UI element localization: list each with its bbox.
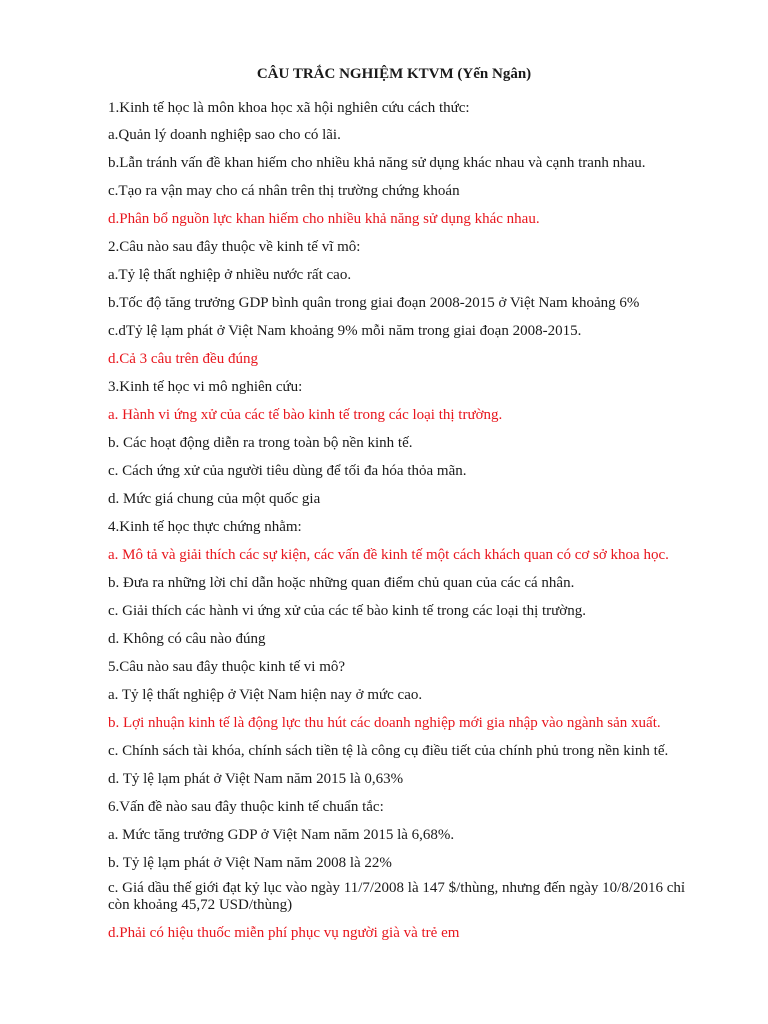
- question-line: c. Giá dầu thế giới đạt kỷ lục vào ngày 11/7/2008 là 147 $/thùng, nhưng đến ngày 10/8/2016 chỉ còn khoảng 45,72 USD/thùng): [108, 880, 686, 913]
- question-line: a.Quản lý doanh nghiệp sao cho có lãi.: [108, 127, 341, 143]
- question-line: b. Tỷ lệ lạm phát ở Việt Nam năm 2008 là 22%: [108, 855, 392, 871]
- question-line: 5.Câu nào sau đây thuộc kinh tế vi mô?: [108, 659, 346, 675]
- question-line: c.dTỷ lệ lạm phát ở Việt Nam khoảng 9% mỗi năm trong giai đoạn 2008-2015.: [108, 323, 582, 339]
- answer-line-correct: a. Hành vi ứng xử của các tế bào kinh tế trong các loại thị trường.: [108, 407, 503, 423]
- question-line: c. Cách ứng xử của người tiêu dùng để tối đa hóa thỏa mãn.: [108, 463, 467, 479]
- question-line: a. Tỷ lệ thất nghiệp ở Việt Nam hiện nay ở mức cao.: [108, 687, 423, 703]
- question-line: a. Mức tăng trưởng GDP ở Việt Nam năm 2015 là 6,68%.: [108, 827, 455, 843]
- question-line: b.Lẫn tránh vấn đề khan hiếm cho nhiều khả năng sử dụng khác nhau và cạnh tranh nhau.: [108, 155, 646, 171]
- question-line: a.Tỷ lệ thất nghiệp ở nhiều nước rất cao.: [108, 267, 352, 283]
- answer-line-correct: a. Mô tả và giải thích các sự kiện, các vấn đề kinh tế một cách khách quan có cơ sở khoa học.: [108, 547, 669, 563]
- question-line: b.Tốc độ tăng trưởng GDP bình quân trong giai đoạn 2008-2015 ở Việt Nam khoảng 6%: [108, 295, 640, 311]
- question-line: 3.Kinh tế học vi mô nghiên cứu:: [108, 379, 303, 395]
- question-line: 2.Câu nào sau đây thuộc về kinh tế vĩ mô:: [108, 239, 361, 255]
- question-line: c. Giải thích các hành vi ứng xử của các tế bào kinh tế trong các loại thị trường.: [108, 603, 586, 619]
- answer-line-correct: d.Phân bổ nguồn lực khan hiếm cho nhiều khả năng sử dụng khác nhau.: [108, 211, 540, 227]
- question-line: c. Chính sách tài khóa, chính sách tiền tệ là công cụ điều tiết của chính phủ trong nền kinh tế.: [108, 743, 669, 759]
- question-line: c.Tạo ra vận may cho cá nhân trên thị trường chứng khoán: [108, 183, 460, 199]
- question-line: 1.Kinh tế học là môn khoa học xã hội nghiên cứu cách thức:: [108, 100, 470, 116]
- answer-line-correct: b. Lợi nhuận kinh tế là động lực thu hút các doanh nghiệp mới gia nhập vào ngành sản xuất.: [108, 715, 661, 731]
- answer-line-correct: d.Cả 3 câu trên đều đúng: [108, 351, 258, 367]
- question-line: 4.Kinh tế học thực chứng nhằm:: [108, 519, 302, 535]
- question-line: d. Không có câu nào đúng: [108, 631, 266, 647]
- question-line: d. Mức giá chung của một quốc gia: [108, 491, 321, 507]
- question-line: b. Đưa ra những lời chỉ dẫn hoặc những quan điểm chủ quan của các cá nhân.: [108, 575, 575, 591]
- question-line: b. Các hoạt động diễn ra trong toàn bộ nền kinh tế.: [108, 435, 413, 451]
- document-title: CÂU TRẮC NGHIỆM KTVM (Yến Ngân): [256, 66, 532, 82]
- question-line: 6.Vấn đề nào sau đây thuộc kinh tế chuẩn tắc:: [108, 799, 384, 815]
- answer-line-correct: d.Phải có hiệu thuốc miễn phí phục vụ người già và trẻ em: [108, 925, 460, 941]
- question-line: d. Tỷ lệ lạm phát ở Việt Nam năm 2015 là 0,63%: [108, 771, 404, 787]
